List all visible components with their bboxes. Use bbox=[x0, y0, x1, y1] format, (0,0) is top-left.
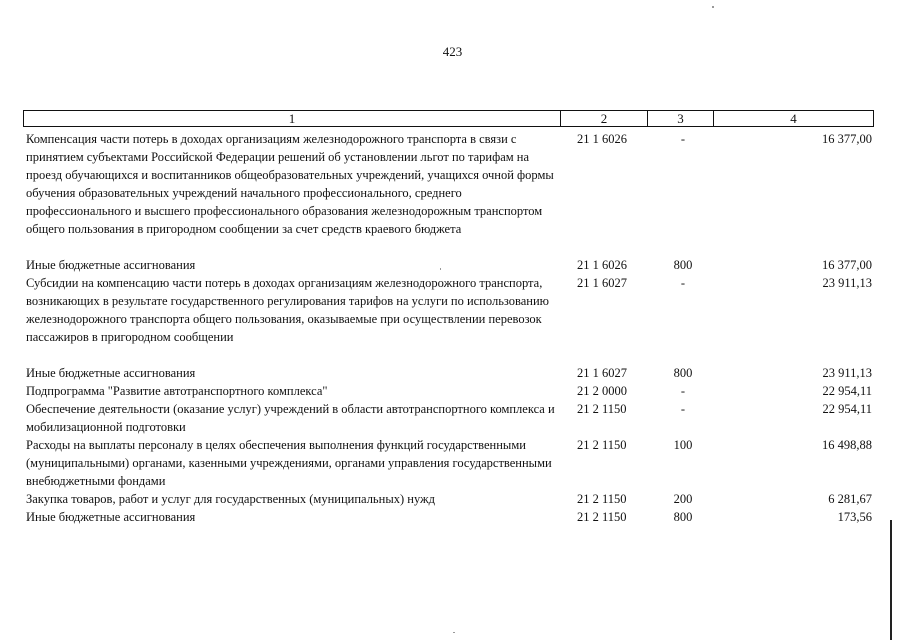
row-amount: 22 954,11 bbox=[822, 402, 872, 416]
table-row bbox=[26, 400, 872, 436]
row-code: 21 1 6026 bbox=[577, 258, 627, 272]
table-row bbox=[26, 274, 872, 364]
budget-table-body bbox=[26, 130, 872, 526]
row-name: Расходы на выплаты персоналу в целях обеспечения выполнения функций государственными (муниципальными) органами, казенными учреждениями, органами управления государственными внебюджетными фондами bbox=[26, 438, 552, 488]
row-type: 800 bbox=[673, 510, 693, 524]
row-amount: 23 911,13 bbox=[822, 276, 872, 290]
scan-speck bbox=[440, 268, 441, 270]
header-col-2: 2 bbox=[561, 111, 648, 126]
row-type: 100 bbox=[673, 438, 693, 452]
row-amount: 16 377,00 bbox=[822, 132, 872, 146]
row-type: 800 bbox=[673, 366, 693, 380]
row-amount: 16 498,88 bbox=[822, 438, 872, 452]
row-type: 200 bbox=[673, 492, 693, 506]
row-type: 800 bbox=[673, 258, 693, 272]
row-amount: 173,56 bbox=[837, 510, 872, 524]
row-amount: 6 281,67 bbox=[828, 492, 872, 506]
header-col-1: 1 bbox=[24, 111, 561, 126]
scan-speck bbox=[712, 6, 714, 8]
row-name: Иные бюджетные ассигнования bbox=[26, 366, 196, 380]
row-code: 21 2 1150 bbox=[577, 510, 627, 524]
row-amount: 22 954,11 bbox=[822, 384, 872, 398]
table-row bbox=[26, 364, 872, 382]
row-type: - bbox=[680, 132, 686, 146]
row-type: - bbox=[680, 276, 686, 290]
row-code: 21 1 6026 bbox=[577, 132, 627, 146]
row-name: Иные бюджетные ассигнования bbox=[26, 258, 196, 272]
row-name: Иные бюджетные ассигнования bbox=[26, 510, 196, 524]
row-amount: 16 377,00 bbox=[822, 258, 872, 272]
row-code: 21 2 0000 bbox=[577, 384, 627, 398]
row-code: 21 1 6027 bbox=[577, 276, 627, 290]
scan-edge-line bbox=[890, 520, 892, 640]
row-code: 21 2 1150 bbox=[577, 402, 627, 416]
table-row bbox=[26, 436, 872, 490]
row-amount: 23 911,13 bbox=[822, 366, 872, 380]
row-name: Субсидии на компенсацию части потерь в доходах организациям железнодорожного транспорта, возникающих в результате государственного регулирования тарифов на услуги по использованию железнодорожного транспорта общего пользования, оказываемые при осуществлении перевозок пассажиров в пригородном сообщении bbox=[26, 276, 550, 344]
row-type: - bbox=[680, 402, 686, 416]
table-row bbox=[26, 130, 872, 256]
table-row bbox=[26, 490, 872, 508]
header-col-3: 3 bbox=[648, 111, 714, 126]
scan-speck bbox=[453, 632, 455, 633]
table-row bbox=[26, 508, 872, 526]
row-name: Обеспечение деятельности (оказание услуг) учреждений в области автотранспортного комплекса и мобилизационной подготовки bbox=[26, 402, 555, 434]
table-header bbox=[23, 110, 874, 127]
header-col-4: 4 bbox=[790, 111, 797, 126]
row-code: 21 2 1150 bbox=[577, 438, 627, 452]
table-row bbox=[26, 382, 872, 400]
row-name: Подпрограмма "Развитие автотранспортного комплекса" bbox=[26, 384, 328, 398]
row-code: 21 1 6027 bbox=[577, 366, 627, 380]
row-type: - bbox=[680, 384, 686, 398]
table-row bbox=[26, 256, 872, 274]
page-number: 423 bbox=[442, 44, 463, 59]
row-name: Закупка товаров, работ и услуг для государственных (муниципальных) нужд bbox=[26, 492, 436, 506]
row-code: 21 2 1150 bbox=[577, 492, 627, 506]
row-name: Компенсация части потерь в доходах организациям железнодорожного транспорта в связи с принятием субъектами Российской Федерации решений об установлении льгот по тарифам на проезд обучающихся и воспитанников общеобразовательных учреждений, учащихся очной формы обучения образовательных учреждений начального профессионального, среднего профессионального и высшего профессионального образования железнодорожным транспортом общего пользования в пригородном сообщении за счет средств краевого бюджета bbox=[26, 132, 554, 236]
